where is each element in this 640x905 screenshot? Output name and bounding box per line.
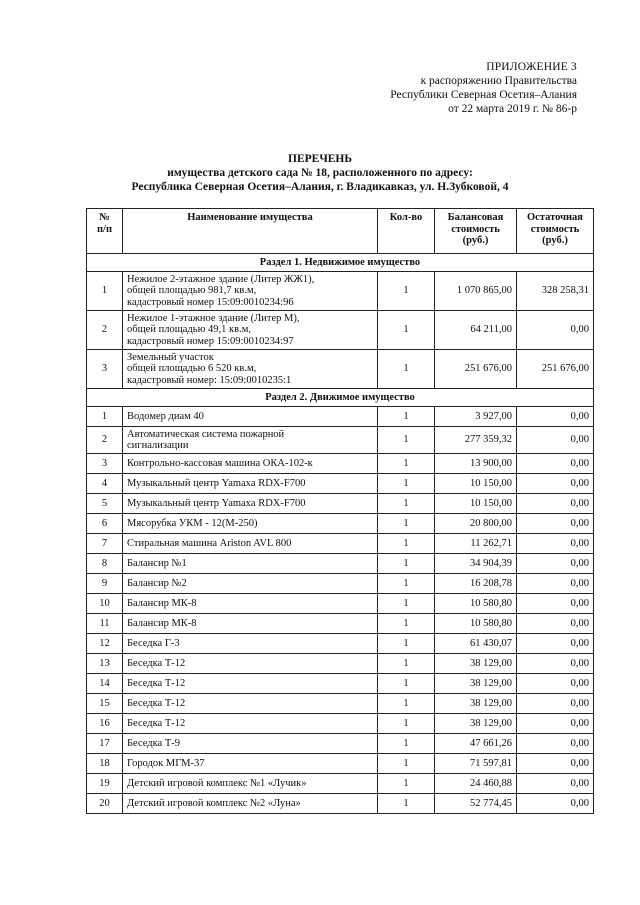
cell-name-line: Беседка Г-3 xyxy=(127,637,180,649)
cell-name-line: Беседка Т-12 xyxy=(127,657,186,669)
cell-qty: 1 xyxy=(378,794,435,814)
cell-name xyxy=(123,614,378,634)
table-row xyxy=(87,427,594,454)
cell-name xyxy=(123,427,378,454)
cell-name-line: Нежилое 2-этажное здание (Литер ЖЖ1), xyxy=(127,273,315,285)
cell-balance: 16 208,78 xyxy=(435,574,517,594)
section-1-row xyxy=(87,254,594,272)
cell-residual: 0,00 xyxy=(517,774,594,794)
cell-residual: 0,00 xyxy=(517,534,594,554)
table-row xyxy=(87,754,594,774)
cell-residual: 0,00 xyxy=(517,734,594,754)
table-row xyxy=(87,474,594,494)
cell-name xyxy=(123,714,378,734)
table-body xyxy=(87,254,594,814)
cell-num: 12 xyxy=(87,634,123,654)
cell-qty: 1 xyxy=(378,714,435,734)
cell-qty: 1 xyxy=(378,674,435,694)
table-row xyxy=(87,794,594,814)
cell-num: 6 xyxy=(87,514,123,534)
cell-name-line: Балансир №1 xyxy=(127,557,187,569)
cell-balance: 64 211,00 xyxy=(435,311,517,350)
table-row xyxy=(87,594,594,614)
cell-name-line: Детский игровой комплекс №2 «Луна» xyxy=(127,797,301,809)
section-1-row-title: Раздел 1. Недвижимое имущество xyxy=(87,254,594,272)
cell-num: 16 xyxy=(87,714,123,734)
cell-num: 1 xyxy=(87,407,123,427)
cell-name xyxy=(123,474,378,494)
header-residual: Остаточная стоимость (руб.) xyxy=(517,209,594,254)
table-row xyxy=(87,514,594,534)
table-header-row xyxy=(87,209,594,254)
cell-balance: 52 774,45 xyxy=(435,794,517,814)
inventory-table xyxy=(86,208,594,814)
cell-qty: 1 xyxy=(378,614,435,634)
cell-qty: 1 xyxy=(378,311,435,350)
cell-num: 20 xyxy=(87,794,123,814)
header-num: № п/п xyxy=(87,209,123,254)
cell-qty: 1 xyxy=(378,407,435,427)
table-row xyxy=(87,350,594,389)
cell-balance: 61 430,07 xyxy=(435,634,517,654)
cell-name-line: кадастровый номер: 15:09:0010235:1 xyxy=(127,374,292,386)
cell-balance: 10 580,80 xyxy=(435,594,517,614)
table-row xyxy=(87,494,594,514)
cell-name-line: Земельный участок xyxy=(127,351,214,363)
cell-balance: 47 661,26 xyxy=(435,734,517,754)
cell-num: 5 xyxy=(87,494,123,514)
cell-qty: 1 xyxy=(378,494,435,514)
cell-balance: 20 800,00 xyxy=(435,514,517,534)
cell-num: 19 xyxy=(87,774,123,794)
cell-qty: 1 xyxy=(378,654,435,674)
cell-name xyxy=(123,350,378,389)
cell-num: 10 xyxy=(87,594,123,614)
cell-name-line: общей площадью 981,7 кв.м, xyxy=(127,285,257,297)
cell-num: 2 xyxy=(87,427,123,454)
cell-balance: 3 927,00 xyxy=(435,407,517,427)
cell-name-line: Беседка Т-12 xyxy=(127,697,186,709)
cell-qty: 1 xyxy=(378,774,435,794)
cell-balance: 71 597,81 xyxy=(435,754,517,774)
document-title xyxy=(0,152,640,194)
cell-residual: 0,00 xyxy=(517,594,594,614)
cell-name-line: Мясорубка УКМ - 12(М-250) xyxy=(127,517,258,529)
cell-qty: 1 xyxy=(378,554,435,574)
cell-balance: 251 676,00 xyxy=(435,350,517,389)
cell-residual: 251 676,00 xyxy=(517,350,594,389)
cell-qty: 1 xyxy=(378,754,435,774)
table-row xyxy=(87,634,594,654)
cell-balance: 10 580,80 xyxy=(435,614,517,634)
table-row xyxy=(87,311,594,350)
table-row xyxy=(87,454,594,474)
header-balance: Балансовая стоимость (руб.) xyxy=(435,209,517,254)
cell-name-line: Городок МГМ-37 xyxy=(127,757,205,769)
cell-name-line: Музыкальный центр Yamaxa RDX-F700 xyxy=(127,497,306,509)
cell-balance: 10 150,00 xyxy=(435,494,517,514)
cell-name xyxy=(123,654,378,674)
appendix-line-3: от 22 марта 2019 г. № 86-р xyxy=(448,103,577,115)
section-2-row xyxy=(87,389,594,407)
cell-qty: 1 xyxy=(378,514,435,534)
cell-name-line: общей площадью 6 520 кв.м, xyxy=(127,363,257,375)
cell-qty: 1 xyxy=(378,574,435,594)
document-title-line-1: имущества детского сада № 18, расположенного по адресу: xyxy=(167,167,473,179)
table-row xyxy=(87,714,594,734)
cell-num: 13 xyxy=(87,654,123,674)
cell-name-line: Контрольно-кассовая машина ОКА-102-к xyxy=(127,457,313,469)
cell-residual: 0,00 xyxy=(517,574,594,594)
cell-residual: 0,00 xyxy=(517,494,594,514)
cell-num: 8 xyxy=(87,554,123,574)
cell-name-line: общей площадью 49,1 кв.м, xyxy=(127,324,251,336)
cell-name-line: Стиральная машина Ariston AVL 800 xyxy=(127,537,292,549)
cell-residual: 0,00 xyxy=(517,311,594,350)
appendix-title: ПРИЛОЖЕНИЕ 3 xyxy=(486,61,577,73)
appendix-line-1: к распоряжению Правительства xyxy=(420,75,577,87)
cell-name xyxy=(123,734,378,754)
appendix-header xyxy=(277,60,577,116)
cell-num: 4 xyxy=(87,474,123,494)
cell-name xyxy=(123,774,378,794)
cell-qty: 1 xyxy=(378,594,435,614)
cell-name-line: Балансир №2 xyxy=(127,577,187,589)
cell-num: 7 xyxy=(87,534,123,554)
cell-name xyxy=(123,514,378,534)
table-row xyxy=(87,574,594,594)
cell-qty: 1 xyxy=(378,474,435,494)
cell-name xyxy=(123,694,378,714)
table-row xyxy=(87,674,594,694)
document-title-line-2: Республика Северная Осетия–Алания, г. Владикавказ, ул. Н.Зубковой, 4 xyxy=(131,181,509,193)
cell-num: 1 xyxy=(87,272,123,311)
cell-residual: 0,00 xyxy=(517,407,594,427)
cell-qty: 1 xyxy=(378,534,435,554)
cell-name-line: кадастровый номер 15:09:0010234:96 xyxy=(127,296,294,308)
cell-balance: 38 129,00 xyxy=(435,694,517,714)
document-title-main: ПЕРЕЧЕНЬ xyxy=(288,153,352,165)
cell-residual: 0,00 xyxy=(517,634,594,654)
table-row xyxy=(87,734,594,754)
table-row xyxy=(87,654,594,674)
cell-num: 3 xyxy=(87,350,123,389)
cell-residual: 0,00 xyxy=(517,694,594,714)
cell-num: 11 xyxy=(87,614,123,634)
table-row xyxy=(87,694,594,714)
cell-name xyxy=(123,754,378,774)
cell-name-line: кадастровый номер 15:09:0010234:97 xyxy=(127,335,294,347)
cell-residual: 0,00 xyxy=(517,427,594,454)
cell-balance: 11 262,71 xyxy=(435,534,517,554)
section-2-row-title: Раздел 2. Движимое имущество xyxy=(87,389,594,407)
cell-residual: 328 258,31 xyxy=(517,272,594,311)
cell-balance: 38 129,00 xyxy=(435,654,517,674)
cell-residual: 0,00 xyxy=(517,794,594,814)
cell-name-line: сигнализации xyxy=(127,440,189,451)
cell-num: 17 xyxy=(87,734,123,754)
cell-balance: 38 129,00 xyxy=(435,674,517,694)
cell-qty: 1 xyxy=(378,272,435,311)
cell-qty: 1 xyxy=(378,694,435,714)
cell-name xyxy=(123,407,378,427)
cell-name xyxy=(123,494,378,514)
cell-num: 18 xyxy=(87,754,123,774)
header-qty: Кол-во xyxy=(378,209,435,254)
header-name: Наименование имущества xyxy=(123,209,378,254)
cell-balance: 10 150,00 xyxy=(435,474,517,494)
cell-name xyxy=(123,311,378,350)
cell-qty: 1 xyxy=(378,427,435,454)
cell-balance: 277 359,32 xyxy=(435,427,517,454)
appendix-line-2: Республики Северная Осетия–Алания xyxy=(390,89,577,101)
cell-qty: 1 xyxy=(378,454,435,474)
cell-residual: 0,00 xyxy=(517,474,594,494)
table-row xyxy=(87,554,594,574)
cell-num: 2 xyxy=(87,311,123,350)
table-row xyxy=(87,272,594,311)
cell-balance: 24 460,88 xyxy=(435,774,517,794)
cell-num: 15 xyxy=(87,694,123,714)
cell-balance: 1 070 865,00 xyxy=(435,272,517,311)
cell-name-line: Беседка Т-9 xyxy=(127,737,180,749)
cell-name-line: Водомер диам 40 xyxy=(127,410,204,422)
cell-residual: 0,00 xyxy=(517,654,594,674)
cell-residual: 0,00 xyxy=(517,454,594,474)
cell-name-line: Музыкальный центр Yamaxa RDX-F700 xyxy=(127,477,306,489)
cell-name-line: Беседка Т-12 xyxy=(127,677,186,689)
cell-name-line: Детский игровой комплекс №1 «Лучик» xyxy=(127,777,307,789)
cell-num: 9 xyxy=(87,574,123,594)
table-row xyxy=(87,774,594,794)
table-row xyxy=(87,534,594,554)
cell-balance: 13 900,00 xyxy=(435,454,517,474)
cell-name xyxy=(123,794,378,814)
cell-name-line: Нежилое 1-этажное здание (Литер М), xyxy=(127,312,300,324)
cell-name xyxy=(123,674,378,694)
cell-name xyxy=(123,534,378,554)
cell-name xyxy=(123,454,378,474)
cell-residual: 0,00 xyxy=(517,614,594,634)
cell-residual: 0,00 xyxy=(517,754,594,774)
cell-name-line: Беседка Т-12 xyxy=(127,717,186,729)
cell-name-line: Балансир МК-8 xyxy=(127,597,197,609)
cell-name xyxy=(123,272,378,311)
cell-qty: 1 xyxy=(378,634,435,654)
cell-name-line: Автоматическая система пожарной xyxy=(127,428,285,440)
cell-name-line: Балансир МК-8 xyxy=(127,617,197,629)
cell-balance: 34 904,39 xyxy=(435,554,517,574)
cell-num: 3 xyxy=(87,454,123,474)
cell-residual: 0,00 xyxy=(517,714,594,734)
cell-residual: 0,00 xyxy=(517,554,594,574)
cell-name xyxy=(123,574,378,594)
cell-qty: 1 xyxy=(378,734,435,754)
cell-name xyxy=(123,594,378,614)
cell-qty: 1 xyxy=(378,350,435,389)
cell-residual: 0,00 xyxy=(517,674,594,694)
cell-residual: 0,00 xyxy=(517,514,594,534)
table-row xyxy=(87,407,594,427)
cell-name xyxy=(123,634,378,654)
cell-num: 14 xyxy=(87,674,123,694)
table-row xyxy=(87,614,594,634)
cell-balance: 38 129,00 xyxy=(435,714,517,734)
cell-name xyxy=(123,554,378,574)
